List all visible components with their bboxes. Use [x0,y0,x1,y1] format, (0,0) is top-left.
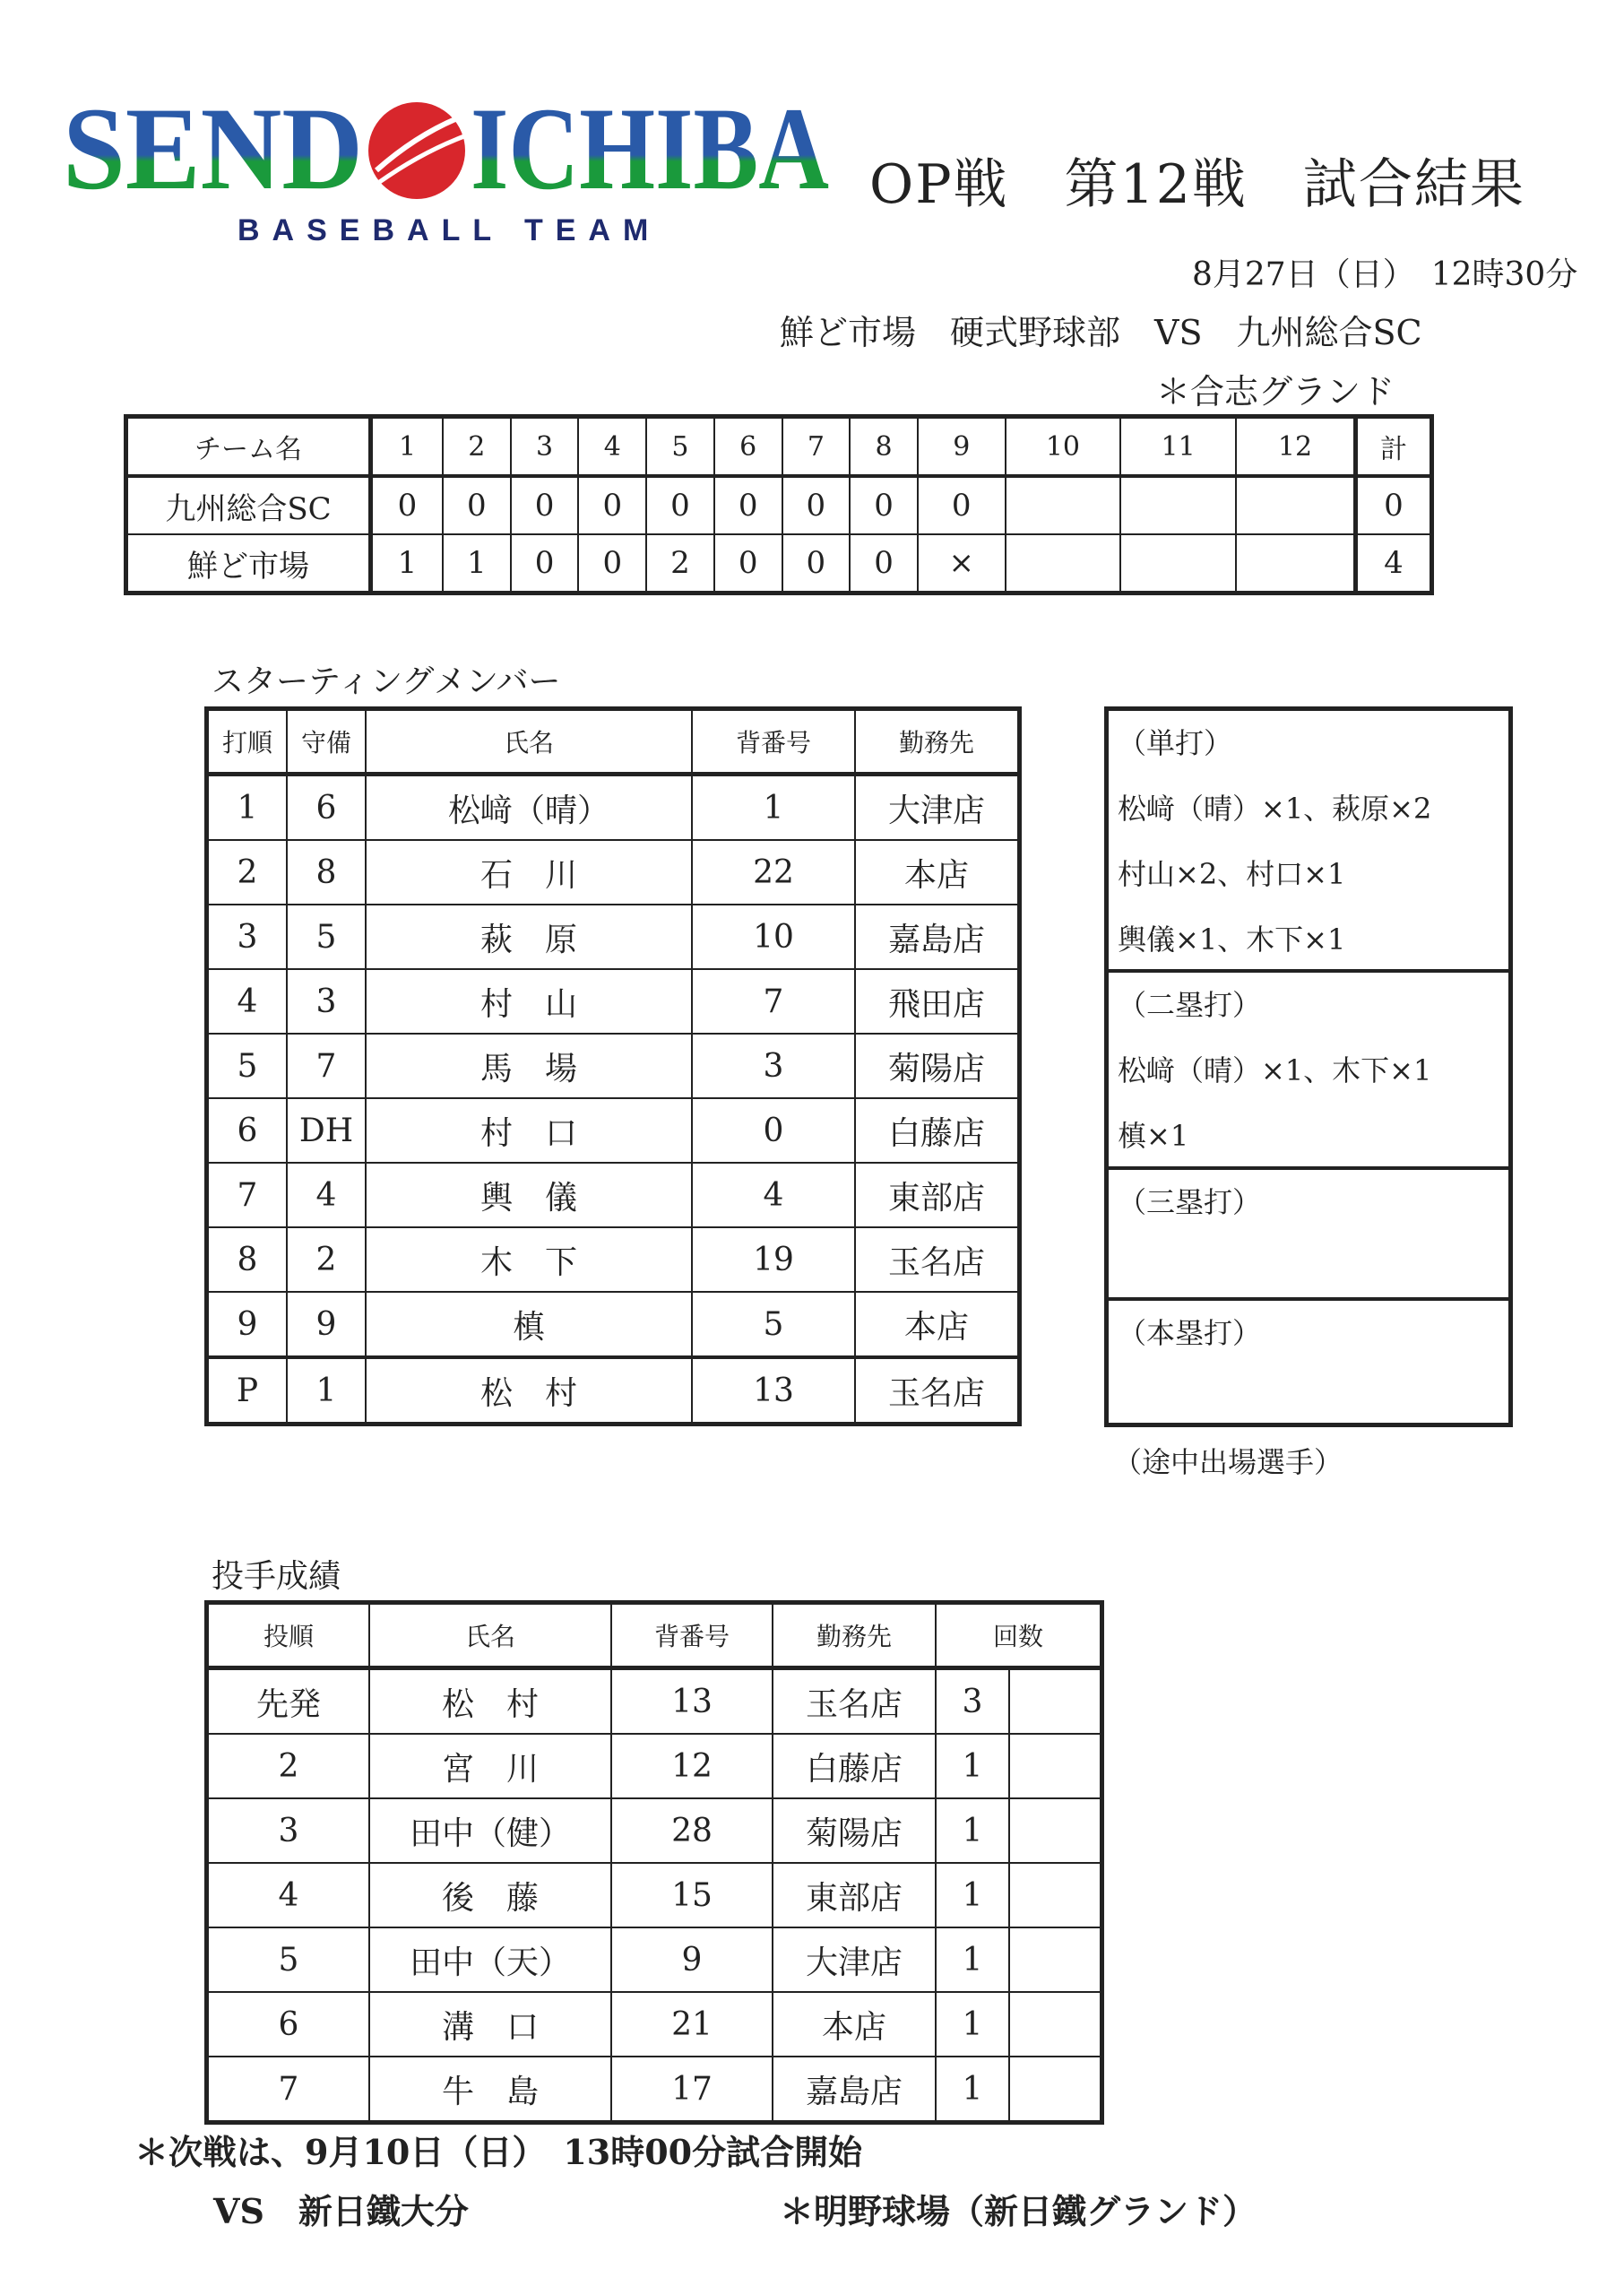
innings-pitched: 1 [936,1927,1009,1992]
inning-header: 3 [511,417,579,477]
inning-score: 0 [578,534,646,593]
uniform-number: 4 [692,1163,855,1227]
pitcher-name: 松 村 [369,1668,611,1735]
uniform-number: 13 [692,1357,855,1425]
position: 8 [287,840,366,905]
batting-order: 6 [207,1098,288,1163]
uniform-number: 9 [611,1927,773,1992]
player-name: 村 山 [366,969,692,1034]
workplace: 玉名店 [773,1668,936,1735]
starter-row [207,775,1020,841]
inning-score [1236,534,1356,593]
workplace: 本店 [855,840,1020,905]
workplace: 嘉島店 [773,2057,936,2123]
inning-score: 1 [443,534,511,593]
homerun-label: （本塁打） [1118,1316,1262,1350]
blank-cell [1009,1668,1102,1735]
blank-cell [1009,1927,1102,1992]
venue: ＊合志グランド [1156,372,1395,411]
batting-order: P [207,1357,288,1425]
next-game-opponent: VS 新日鐵大分 [213,2191,469,2231]
pitch-order: 5 [207,1927,370,1992]
player-name: 松 村 [366,1357,692,1425]
inning-score: 0 [782,476,851,534]
pitcher-name: 牛 島 [369,2057,611,2123]
inning-score: 0 [782,534,851,593]
pitch-order: 2 [207,1734,370,1798]
blank-cell [1009,2057,1102,2123]
starters-table [204,706,1022,1426]
player-name: 馬 場 [366,1034,692,1098]
starter-row [207,905,1020,969]
inning-score [1120,534,1236,593]
scoreboard-header-row [126,417,1432,477]
position: 7 [287,1034,366,1098]
matchup: 鮮ど市場 硬式野球部 VS 九州総合SC [780,313,1422,352]
blank-cell [1009,1863,1102,1927]
starter-row [207,1034,1020,1098]
workplace: 大津店 [773,1927,936,1992]
batting-order: 9 [207,1292,288,1357]
pitcher-row [207,1668,1102,1735]
inning-score: 0 [646,476,714,534]
inning-score: 0 [850,534,918,593]
workplace-header: 勤務先 [773,1603,936,1668]
workplace: 菊陽店 [855,1034,1020,1098]
position: 9 [287,1292,366,1357]
double-hits-section [1109,973,1508,1170]
workplace: 東部店 [773,1863,936,1927]
inning-header: 6 [714,417,782,477]
player-name: 木 下 [366,1227,692,1292]
scoreboard-row [126,534,1432,593]
player-name: 石 川 [366,840,692,905]
single-hits-section [1109,711,1508,973]
position: 5 [287,905,366,969]
inning-header: 5 [646,417,714,477]
uniform-number: 7 [692,969,855,1034]
workplace: 嘉島店 [855,905,1020,969]
pitcher-name: 田中（天） [369,1927,611,1992]
pitch-order: 6 [207,1992,370,2057]
page-title: OP戦 第12戦 試合結果 [869,153,1525,216]
innings-pitched: 1 [936,2057,1009,2123]
double-hits-line: 松﨑（晴）×1、木下×1 [1118,1053,1432,1087]
inning-score: × [918,534,1006,593]
double-hits-label: （二塁打） [1118,988,1262,1022]
svg-text:BASEBALL TEAM: BASEBALL TEAM [238,213,661,247]
starter-row [207,1163,1020,1227]
position-header: 守備 [287,709,366,775]
starter-row [207,840,1020,905]
position: 3 [287,969,366,1034]
uniform-number: 15 [611,1863,773,1927]
inning-header: 12 [1236,417,1356,477]
pitch-order: 3 [207,1798,370,1863]
workplace: 大津店 [855,775,1020,841]
inning-score [1006,476,1121,534]
uniform-number: 22 [692,840,855,905]
uniform-number-header: 背番号 [611,1603,773,1668]
innings-pitched: 3 [936,1668,1009,1735]
uniform-number: 5 [692,1292,855,1357]
position: 2 [287,1227,366,1292]
player-name: 村 口 [366,1098,692,1163]
sun-mark-icon [368,102,465,199]
triple-hits-section [1109,1170,1508,1301]
inning-score: 0 [850,476,918,534]
team-logo [63,81,851,251]
player-name: 松﨑（晴） [366,775,692,841]
pitchers-label: 投手成績 [212,1558,341,1595]
inning-score: 0 [714,476,782,534]
inning-score [1120,476,1236,534]
inning-header: 9 [918,417,1006,477]
inning-score: 0 [443,476,511,534]
starter-row [207,969,1020,1034]
workplace: 白藤店 [855,1098,1020,1163]
starter-row [207,1292,1020,1357]
total-score: 0 [1356,476,1432,534]
pitcher-row [207,1927,1102,1992]
player-name-header: 氏名 [366,709,692,775]
substitutes-label: （途中出場選手） [1113,1445,1343,1479]
pitchers-header-row [207,1603,1102,1668]
blank-cell [1009,1798,1102,1863]
uniform-number-header: 背番号 [692,709,855,775]
innings-pitched: 1 [936,1863,1009,1927]
batting-order: 7 [207,1163,288,1227]
workplace: 玉名店 [855,1227,1020,1292]
pitcher-row [207,1992,1102,2057]
uniform-number: 21 [611,1992,773,2057]
next-game-info: ＊次戦は、9月10日（日） 13時00分試合開始 [134,2132,863,2172]
inning-header: 10 [1006,417,1121,477]
pitcher-name: 溝 口 [369,1992,611,2057]
workplace: 玉名店 [855,1357,1020,1425]
workplace: 本店 [855,1292,1020,1357]
uniform-number: 1 [692,775,855,841]
single-hits-line: 松﨑（晴）×1、萩原×2 [1118,792,1432,826]
starter-row [207,1227,1020,1292]
inning-score: 0 [918,476,1006,534]
workplace: 本店 [773,1992,936,2057]
svg-text:SEND: SEND [63,82,363,214]
player-name: 輿 儀 [366,1163,692,1227]
inning-header: 4 [578,417,646,477]
inning-score [1236,476,1356,534]
position: 4 [287,1163,366,1227]
innings-pitched: 1 [936,1992,1009,2057]
team-name: 九州総合SC [126,476,371,534]
position: 6 [287,775,366,841]
hits-summary-box [1104,706,1513,1427]
uniform-number: 12 [611,1734,773,1798]
starters-header-row [207,709,1020,775]
double-hits-line: 槙×1 [1118,1119,1189,1153]
pitch-order: 先発 [207,1668,370,1735]
inning-score: 0 [511,534,579,593]
starter-row [207,1357,1020,1425]
batting-order: 3 [207,905,288,969]
next-game-venue: ＊明野球場（新日鐵グランド） [780,2191,1257,2231]
uniform-number: 17 [611,2057,773,2123]
game-datetime: 8月27日（日） 12時30分 [1192,256,1578,293]
pitch-order: 4 [207,1863,370,1927]
pitcher-row [207,1863,1102,1927]
batting-order-header: 打順 [207,709,288,775]
single-hits-label: （単打） [1118,726,1233,760]
inning-score: 2 [646,534,714,593]
uniform-number: 3 [692,1034,855,1098]
pitcher-row [207,2057,1102,2123]
inning-score: 1 [371,534,444,593]
inning-header: 1 [371,417,444,477]
uniform-number: 10 [692,905,855,969]
pitchers-table [204,1600,1104,2125]
batting-order: 2 [207,840,288,905]
innings-pitched: 1 [936,1798,1009,1863]
scoreboard-row [126,476,1432,534]
team-name-header: チーム名 [126,417,371,477]
workplace: 東部店 [855,1163,1020,1227]
pitcher-name: 後 藤 [369,1863,611,1927]
position: DH [287,1098,366,1163]
batting-order: 1 [207,775,288,841]
pitcher-row [207,1734,1102,1798]
position: 1 [287,1357,366,1425]
blank-cell [1009,1734,1102,1798]
workplace: 菊陽店 [773,1798,936,1863]
batting-order: 4 [207,969,288,1034]
pitcher-row [207,1798,1102,1863]
pitcher-name-header: 氏名 [369,1603,611,1668]
uniform-number: 13 [611,1668,773,1735]
total-header: 計 [1356,417,1432,477]
uniform-number: 0 [692,1098,855,1163]
pitcher-name: 田中（健） [369,1798,611,1863]
inning-score [1006,534,1121,593]
pitch-order-header: 投順 [207,1603,370,1668]
total-score: 4 [1356,534,1432,593]
inning-score: 0 [578,476,646,534]
homerun-section [1109,1301,1508,1423]
workplace: 白藤店 [773,1734,936,1798]
blank-cell [1009,1992,1102,2057]
workplace: 飛田店 [855,969,1020,1034]
uniform-number: 19 [692,1227,855,1292]
uniform-number: 28 [611,1798,773,1863]
single-hits-line: 輿儀×1、木下×1 [1118,922,1346,957]
inning-score: 0 [714,534,782,593]
starter-row [207,1098,1020,1163]
inning-header: 11 [1120,417,1236,477]
workplace-header: 勤務先 [855,709,1020,775]
batting-order: 5 [207,1034,288,1098]
triple-hits-label: （三塁打） [1118,1185,1262,1219]
scoreboard-table [124,414,1434,595]
inning-header: 7 [782,417,851,477]
team-name: 鮮ど市場 [126,534,371,593]
player-name: 萩 原 [366,905,692,969]
innings-pitched-header: 回数 [936,1603,1102,1668]
innings-pitched: 1 [936,1734,1009,1798]
pitch-order: 7 [207,2057,370,2123]
starters-label: スターティングメンバー [212,663,561,700]
single-hits-line: 村山×2、村口×1 [1118,857,1346,891]
batting-order: 8 [207,1227,288,1292]
inning-header: 8 [850,417,918,477]
inning-score: 0 [511,476,579,534]
inning-score: 0 [371,476,444,534]
player-name: 槙 [366,1292,692,1357]
pitcher-name: 宮 川 [369,1734,611,1798]
svg-text:ICHIBA: ICHIBA [471,82,829,214]
inning-header: 2 [443,417,511,477]
